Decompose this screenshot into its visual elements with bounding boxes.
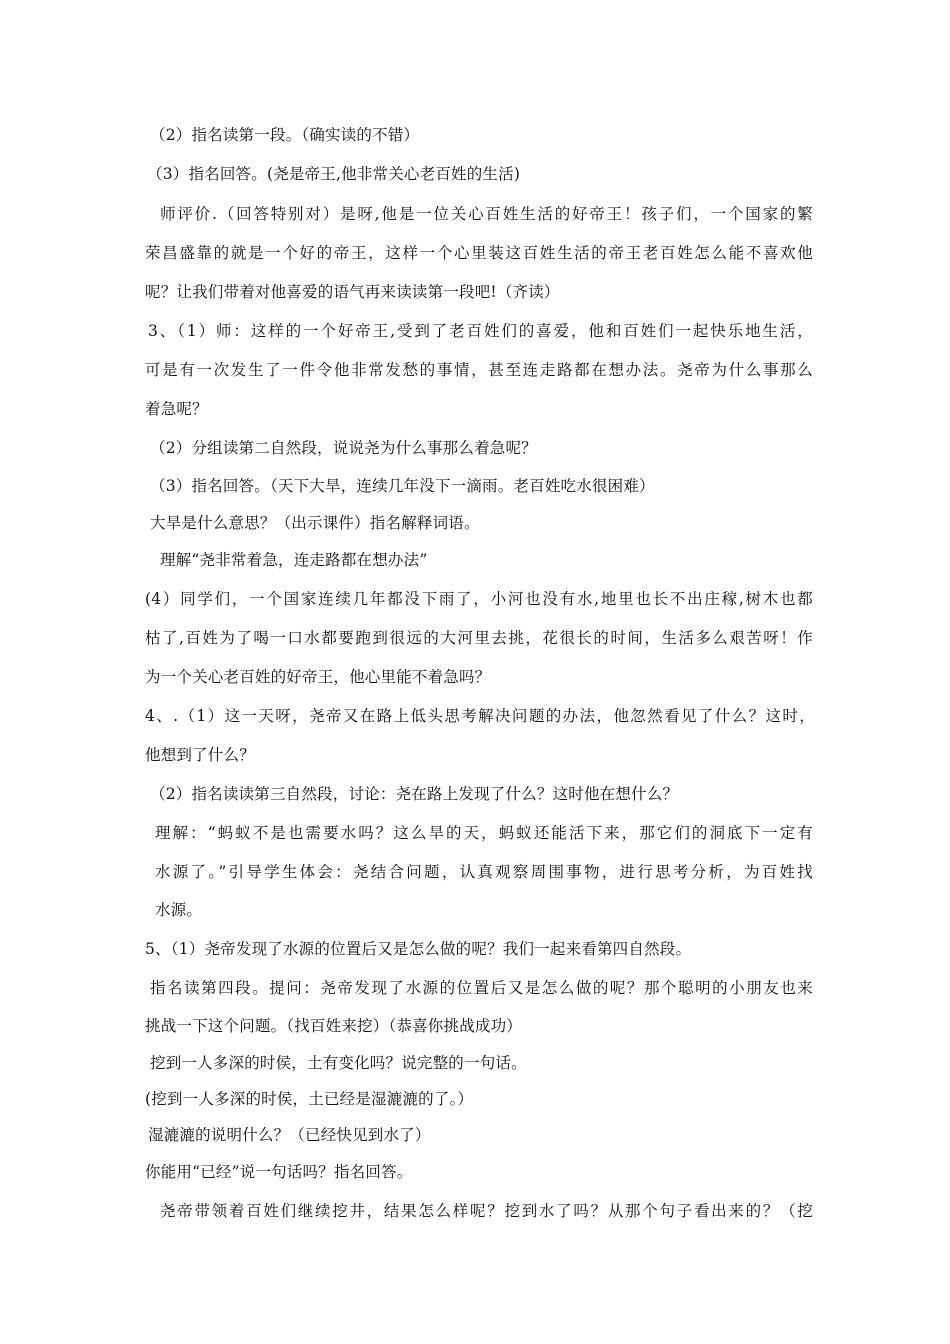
text-line: （3）指名回答。（天下大旱，连续几年没下一滴雨。老百姓吃水很困难）: [150, 477, 655, 495]
text-line: 师评价.（回答特别对）是呀,他是一位关心百姓生活的好帝王！孩子们，一个国家的繁: [160, 205, 813, 223]
text-line: 湿漉漉的说明什么？（已经快见到水了）: [148, 1126, 431, 1144]
text-line: 大旱是什么意思？（出示课件）指名解释词语。: [150, 514, 480, 532]
text-line: (4）同学们，一个国家连续几年都没下雨了，小河也没有水,地里也长不出庄稼,树木也都: [145, 590, 813, 608]
text-line: 尧帝带领着百姓们继续挖井，结果怎么样呢？挖到水了吗？从那个句子看出来的？（挖: [160, 1202, 813, 1220]
text-line: 可是有一次发生了一件令他非常发愁的事情，甚至连走路都在想办法。尧帝为什么事那么: [145, 361, 813, 379]
text-line: （2）指名读读第三自然段，讨论：尧在路上发现了什么？这时他在想什么？: [150, 785, 679, 803]
text-line: （2）指名读第一段。（确实读的不错）: [150, 126, 420, 144]
text-line: 5、（1）尧帝发现了水源的位置后又是怎么做的呢？我们一起来看第四自然段。: [145, 940, 692, 958]
text-line: 4、.（1）这一天呀，尧帝又在路上低头思考解决问题的办法，他忽然看见了什么？这时，: [145, 707, 815, 725]
text-line: 挑战一下这个问题。（找百姓来挖）（恭喜你挑战成功）: [145, 1017, 523, 1035]
text-line: 理解“尧非常着急，连走路都在想办法”: [160, 551, 428, 569]
text-line: 荣昌盛靠的就是一个好的帝王，这样一个心里装这百姓生活的帝王老百姓怎么能不喜欢他: [145, 244, 813, 262]
text-line: 挖到一人多深的时侯，土有变化吗？说完整的一句话。: [150, 1054, 527, 1072]
text-line: 为一个关心老百姓的好帝王，他心里能不着急吗？: [145, 668, 491, 686]
text-line: 水源。: [155, 901, 203, 919]
text-line: （2）分组读第二自然段，说说尧为什么事那么着急呢？: [150, 439, 537, 457]
text-line: 呢？让我们带着对他喜爱的语气再来读读第一段吧!（齐读）: [145, 283, 560, 301]
text-line: 水源了。”引导学生体会：尧结合问题，认真观察周围事物，进行思考分析，为百姓找: [155, 863, 813, 881]
text-line: 着急呢？: [145, 400, 208, 418]
text-line: （3）指名回答。(尧是帝王,他非常关心老百姓的生活): [147, 165, 521, 183]
text-line: 你能用“已经”说一句话吗？指名回答。: [145, 1163, 413, 1181]
text-line: (挖到一人多深的时侯，土已经是湿漉漉的了。）: [145, 1090, 474, 1108]
text-line: 指名读第四段。提问：尧帝发现了水源的位置后又是怎么做的呢？那个聪明的小朋友也来: [150, 979, 813, 997]
text-line: 枯了,百姓为了喝一口水都要跑到很远的大河里去挑，花很长的时间，生活多么艰苦呀！作: [145, 629, 813, 647]
text-line: 3、（1）师：这样的一个好帝王,受到了老百姓们的喜爱，他和百姓们一起快乐地生活，: [148, 322, 813, 340]
text-line: 理解：“蚂蚁不是也需要水吗？这么旱的天，蚂蚁还能活下来，那它们的洞底下一定有: [155, 824, 813, 842]
text-line: 他想到了什么？: [145, 746, 255, 764]
